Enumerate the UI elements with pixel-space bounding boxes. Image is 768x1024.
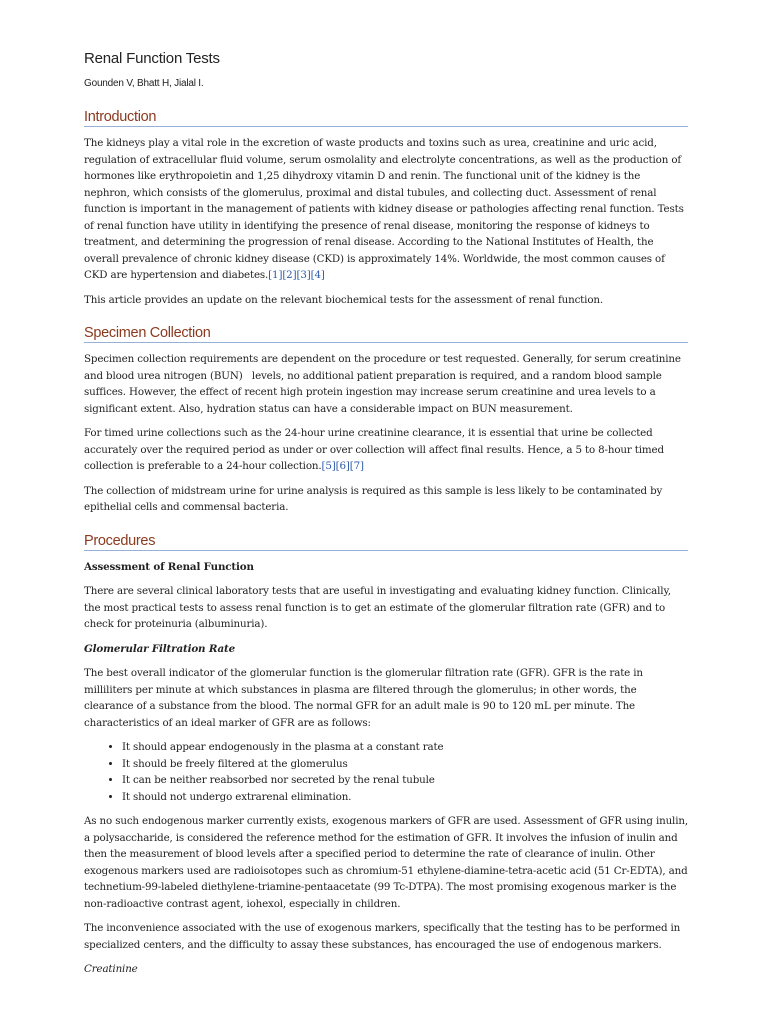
specimen-paragraph-1: Specimen collection requirements are dependent on the procedure or test requested. Generally, for serum creatinine and blood urea nitrogen (BUN) levels, no additional patient preparation is required, and a random blood sample suffices. However, the effect of recent high protein ingestion may increase serum creatinine and urea levels to a significant extent. Also, hydration status can have a considerable impact on BUN measurement. xyxy=(84,353,681,415)
section-introduction xyxy=(84,109,688,308)
procedures-paragraph-2: The best overall indicator of the glomerular function is the glomerular filtration rate (GFR). GFR is the rate in milliliters per minute at which substances in plasma are filtered through the glomerulus; in other words, the clearance of a substance from the blood. The normal GFR for an adult male is 90 to 120 mL per minute. The characteristics of an ideal marker of GFR are as follows: xyxy=(84,667,643,729)
gfr-marker-characteristics-list xyxy=(84,739,688,805)
specimen-paragraph-2-text: For timed urine collections such as the 24-hour urine creatinine clearance, it is essential that urine be collected accurately over the required period as under or over collection will affect final results. Hence, a 5 to 8-hour timed collection is preferable to a 24-hour collection. xyxy=(84,427,664,472)
article-title: Renal Function Tests xyxy=(84,50,220,67)
intro-paragraph-1 xyxy=(84,135,688,284)
citation-link[interactable]: [3] xyxy=(296,269,311,281)
list-item: • It should not undergo extrarenal elimination. xyxy=(122,789,688,806)
citation-link[interactable]: [6] xyxy=(335,460,350,472)
article-authors: Gounden V, Bhatt H, Jialal I. xyxy=(84,78,204,89)
citation-link[interactable]: [7] xyxy=(349,460,364,472)
citation-link[interactable]: [5] xyxy=(321,460,336,472)
procedures-paragraph-3: As no such endogenous marker currently exists, exogenous markers of GFR are used. Assessment of GFR using inulin, a polysaccharide, is considered the reference method for the estimation of GFR. It involves the infusion of inulin and then the measurement of blood levels after a specified period to determine the rate of clearance of inulin. Other exogenous markers used are radioisotopes such as chromium-51 ethylene-diamine-tetra-acetic acid (51 Cr-EDTA), and technetium-99-labeled diethylene-triamine-pentaacetate (99 Tc-DTPA). The most promising exogenous marker is the non-radioactive contrast agent, iohexol, especially in children. xyxy=(84,815,688,910)
list-item: • It should appear endogenously in the plasma at a constant rate xyxy=(122,739,688,756)
citation-link[interactable]: [2] xyxy=(282,269,297,281)
section-heading-procedures: Procedures xyxy=(84,533,688,551)
subheading-glomerular-filtration-rate: Glomerular Filtration Rate xyxy=(84,642,235,655)
list-item: • It should be freely filtered at the glomerulus xyxy=(122,756,688,773)
list-item: • It can be neither reabsorbed nor secreted by the renal tubule xyxy=(122,772,688,789)
citation-link[interactable]: [4] xyxy=(310,269,325,281)
section-specimen-collection xyxy=(84,325,688,516)
specimen-paragraph-3: The collection of midstream urine for urine analysis is required as this sample is less likely to be contaminated by epithelial cells and commensal bacteria. xyxy=(84,484,663,513)
article xyxy=(84,50,688,995)
intro-paragraph-1-text: The kidneys play a vital role in the excretion of waste products and toxins such as urea, creatinine and uric acid, regulation of extracellular fluid volume, serum osmolality and electrolyte concentrations, as well as the production of hormones like erythropoietin and 1,25 dihydroxy vitamin D and renin. The functional unit of the kidney is the nephron, which consists of the glomerulus, proximal and distal tubules, and collecting duct. Assessment of renal function is important in the management of patients with kidney disease or pathologies affecting renal function. Tests of renal function have utility in identifying the presence of renal disease, monitoring the response of kidneys to treatment, and determining the progression of renal disease. According to the National Institutes of Health, the overall prevalence of chronic kidney disease (CKD) is approximately 14%. Worldwide, the most common causes of CKD are hypertension and diabetes. xyxy=(84,137,684,281)
section-heading-introduction: Introduction xyxy=(84,109,688,127)
section-heading-specimen-collection: Specimen Collection xyxy=(84,325,688,343)
citation-link[interactable]: [1] xyxy=(268,269,283,281)
procedures-paragraph-1: There are several clinical laboratory tests that are useful in investigating and evaluating kidney function. Clinically, the most practical tests to assess renal function is to get an estimate of the glomerular filtration rate (GFR) and to check for proteinuria (albuminuria). xyxy=(84,585,671,630)
section-procedures xyxy=(84,533,688,978)
subheading-assessment-of-renal-function: Assessment of Renal Function xyxy=(84,560,254,573)
intro-paragraph-2: This article provides an update on the relevant biochemical tests for the assessment of renal function. xyxy=(84,293,603,306)
specimen-paragraph-2 xyxy=(84,425,688,475)
subheading-creatinine: Creatinine xyxy=(84,963,138,975)
procedures-paragraph-4: The inconvenience associated with the use of exogenous markers, specifically that the testing has to be performed in specialized centers, and the difficulty to assay these substances, has encouraged the use of endogenous markers. xyxy=(84,922,681,951)
